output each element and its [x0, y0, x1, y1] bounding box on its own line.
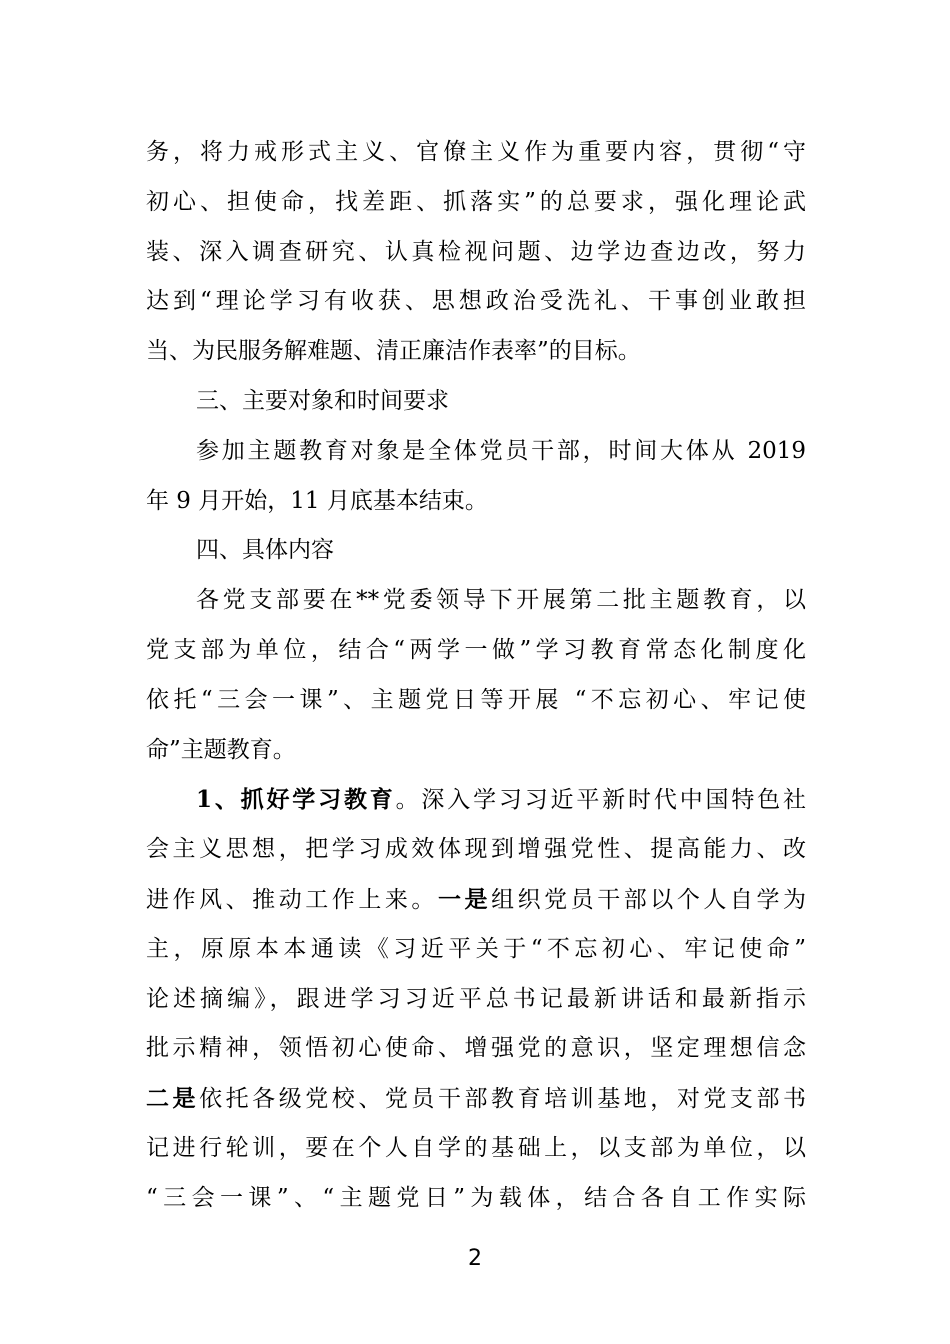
- text-line: 会主义思想，把学习成效体现到增强党性、提高能力、改: [146, 836, 806, 863]
- page-number: 2: [468, 1246, 482, 1271]
- section-heading-4: 四、具体内容: [196, 537, 334, 564]
- bold-marker: 二是: [146, 1085, 200, 1113]
- text-run: 组织党员干部以个人自学为: [491, 886, 807, 913]
- text-line: 论述摘编》，跟进学习习近平总书记最新讲话和最新指示: [146, 985, 806, 1012]
- text-line: 命”主题教育。: [146, 736, 296, 763]
- paragraph-goals: [146, 128, 806, 377]
- text-line: 参加主题教育对象是全体党员干部，时间大体从 2019: [196, 437, 806, 464]
- text-run: 。深入学习习近平新时代中国特色社: [395, 787, 806, 814]
- text-line: 务，将力戒形式主义、官僚主义作为重要内容，贯彻“守: [146, 139, 806, 165]
- text-line: 达到“理论学习有收获、思想政治受洗礼、干事创业敢担: [146, 288, 806, 315]
- text-line: 年 9 月开始，11 月底基本结束。: [146, 487, 488, 514]
- text-line: 记进行轮训，要在个人自学的基础上，以支部为单位，以: [146, 1134, 806, 1161]
- text-run: 依托各级党校、党员干部教育培训基地，对党支部书: [199, 1086, 807, 1113]
- bold-marker: 一是: [437, 885, 492, 913]
- paragraph-targets-time: [146, 427, 806, 527]
- text-line: “三会一课”、“主题党日”为载体，结合各自工作实际: [146, 1184, 806, 1211]
- paragraph-study-education: [146, 775, 806, 1223]
- text-line: 主，原原本本通读《习近平关于“不忘初心、牢记使命”: [146, 935, 806, 962]
- section-heading-3: 三、主要对象和时间要求: [196, 387, 449, 414]
- text-line: 依托“三会一课”、主题党日等开展 “不忘初心、牢记使: [146, 686, 806, 713]
- text-line: [146, 875, 806, 925]
- text-line: 当、为民服务解难题、清正廉洁作表率”的目标。: [146, 338, 641, 365]
- text-line: 初心、担使命，找差距、抓落实”的总要求，强化理论武: [146, 188, 806, 215]
- text-line: [146, 775, 806, 825]
- text-line: 各党支部要在**党委领导下开展第二批主题教育，以: [196, 587, 806, 614]
- bold-lead: 1、抓好学习教育: [196, 786, 396, 814]
- paragraph-content: [146, 576, 806, 775]
- text-line: 批示精神，领悟初心使命、增强党的意识，坚定理想信念: [146, 1035, 806, 1062]
- text-line: 装、深入调查研究、认真检视问题、边学边查边改，努力: [146, 238, 806, 265]
- text-run: 进作风、推动工作上来。: [146, 886, 438, 913]
- text-line: 党支部为单位，结合“两学一做”学习教育常态化制度化: [146, 636, 806, 663]
- text-line: [146, 1074, 806, 1124]
- document-body: [146, 128, 806, 1224]
